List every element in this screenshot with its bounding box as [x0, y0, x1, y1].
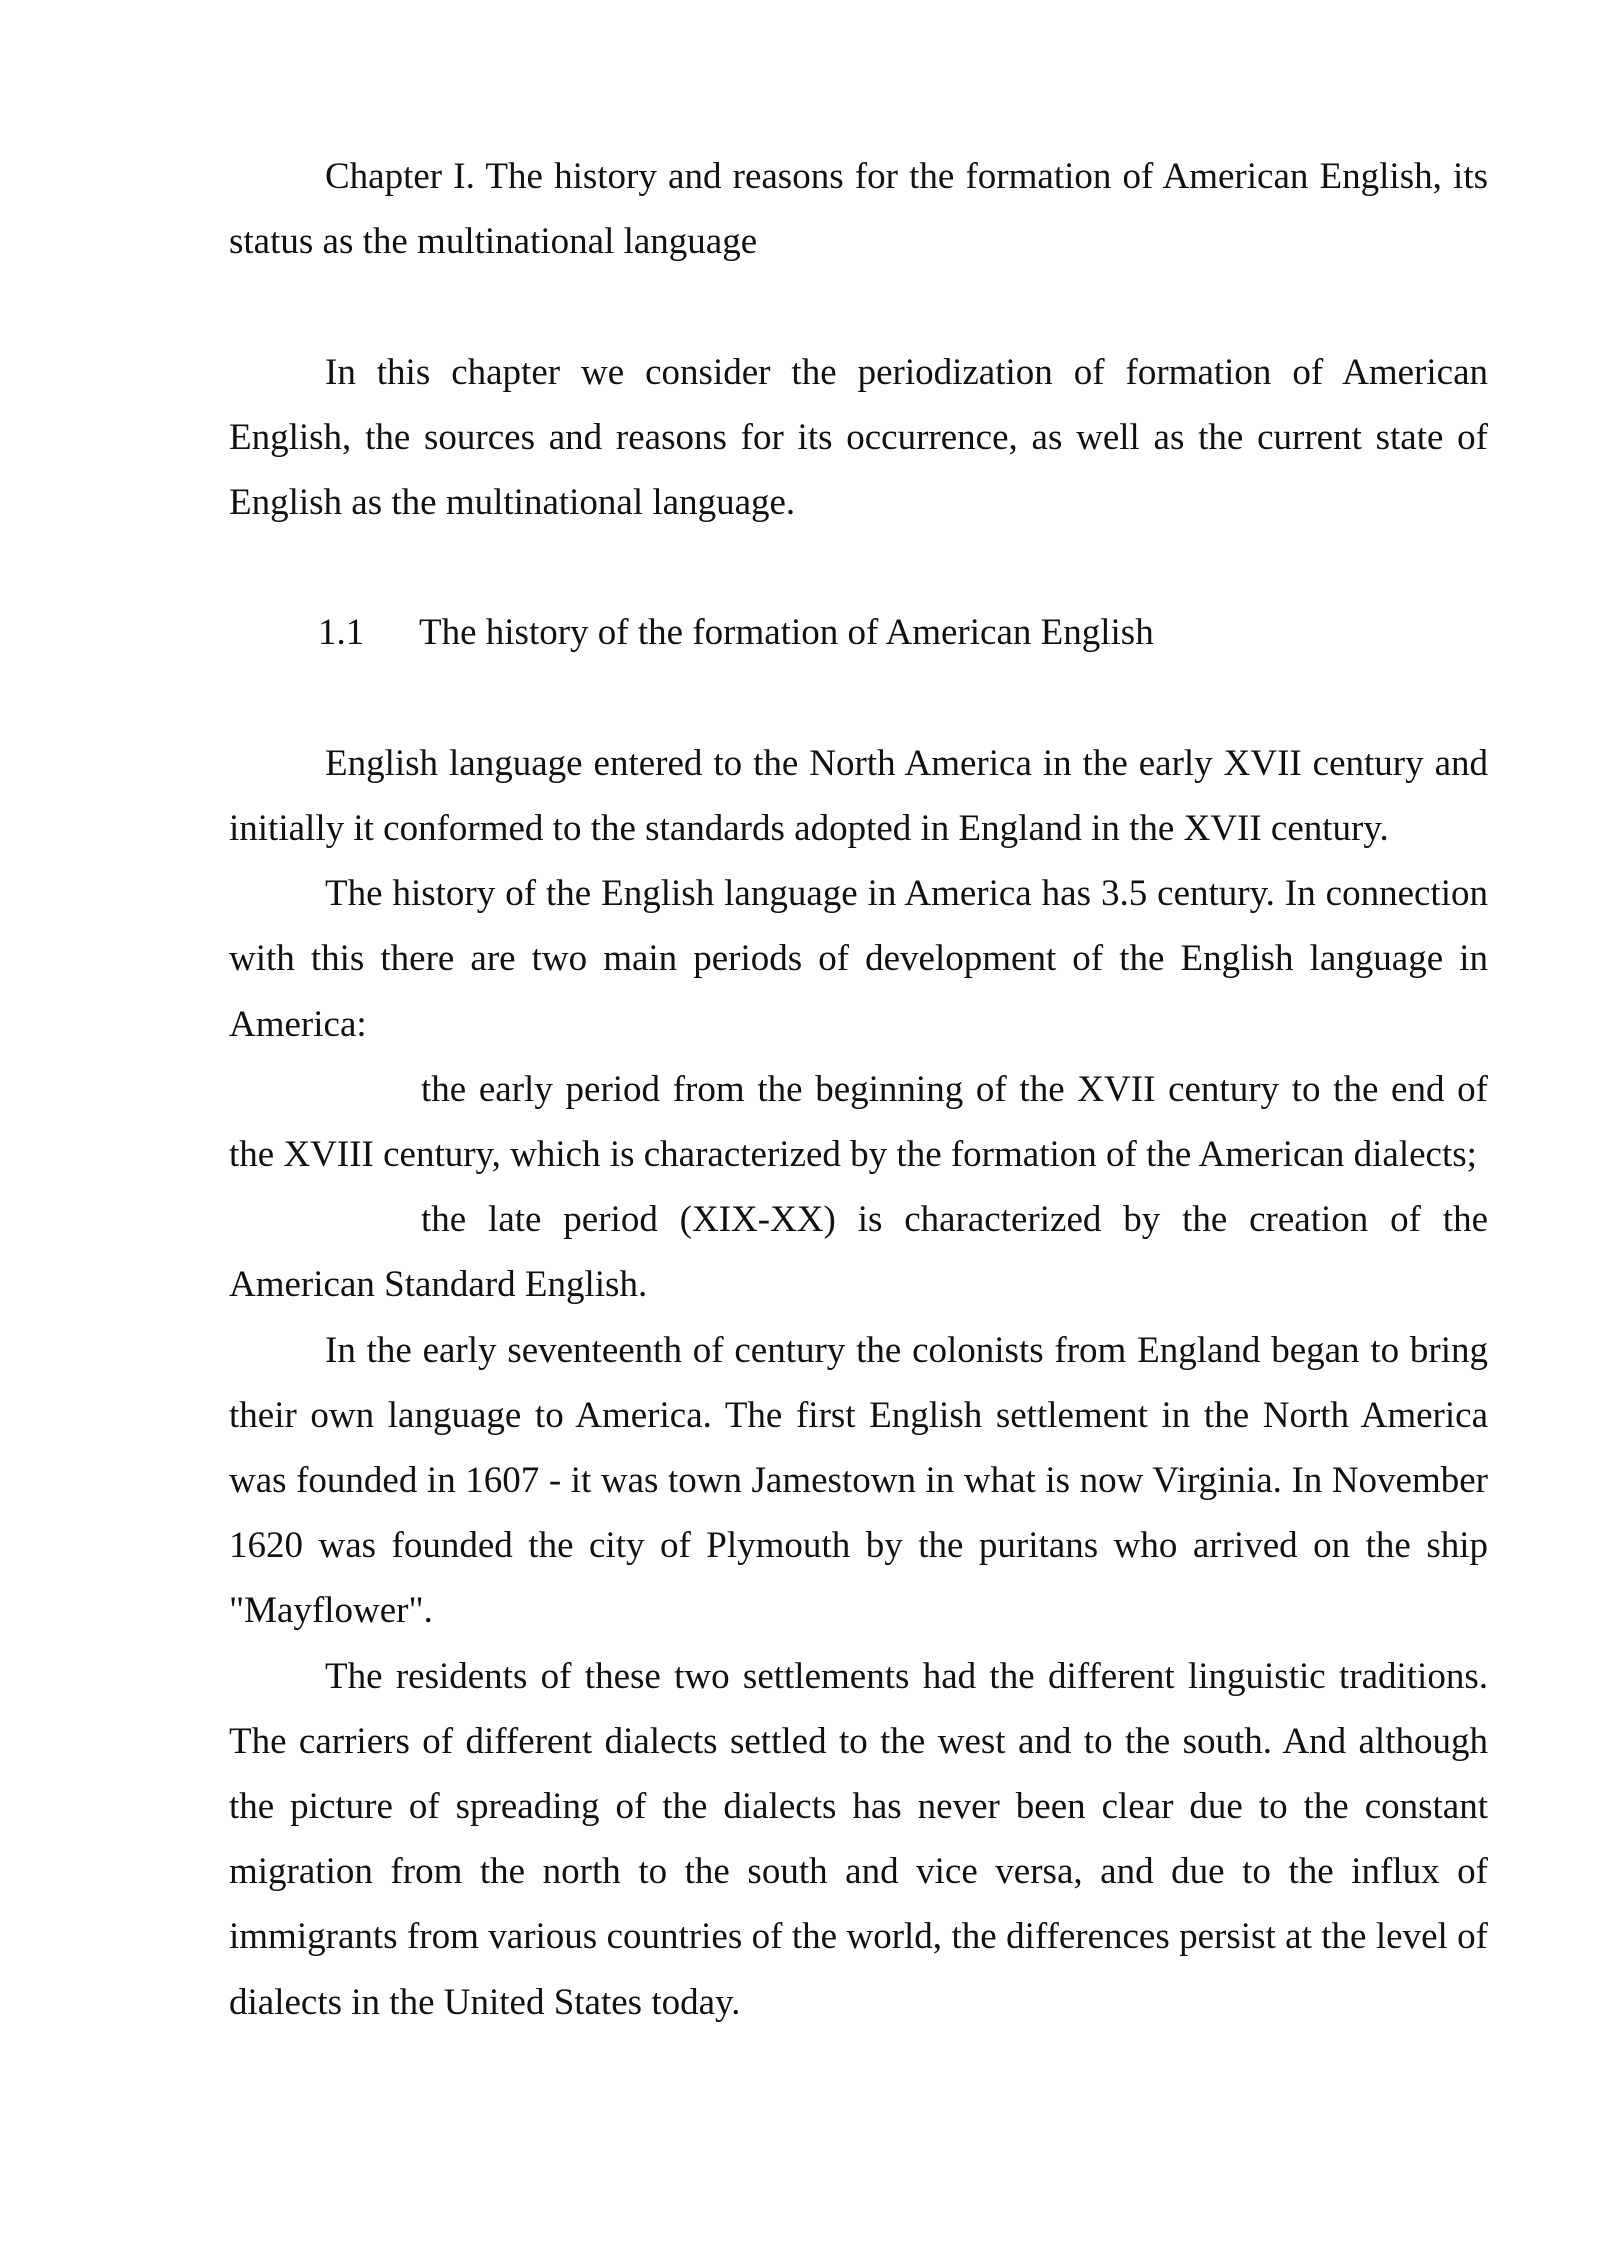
document-body: [229, 144, 1488, 2035]
spacer: [229, 535, 1488, 600]
chapter-title: Chapter I. The history and reasons for the formation of American English, its status as the multinational language: [229, 156, 1488, 263]
list-item-late-period: the late period (XIX-XX) is characterized by the creation of the American Standard English.: [229, 1199, 1488, 1306]
intro-paragraph: In this chapter we consider the periodization of formation of American English, the sources and reasons for its occurrence, as well as the current state of English as the multinational language.: [229, 351, 1488, 523]
spacer: [229, 274, 1488, 339]
paragraph-4: The residents of these two settlements had the different linguistic traditions. The carriers of different dialects settled to the west and to the south. And although the picture of spreading of the dialects has never been clear due to the constant migration from the north to the south and vice versa, and due to the influx of immigrants from various countries of the world, the differences persist at the level of dialects in the United States today.: [229, 1655, 1488, 2023]
paragraph-1: English language entered to the North America in the early XVII century and initially it conformed to the standards adopted in England in the XVII century.: [229, 742, 1488, 849]
paragraph-2: The history of the English language in America has 3.5 century. In connection with this there are two main periods of development of the English language in America:: [229, 873, 1488, 1045]
section-number: 1.1: [318, 612, 365, 654]
spacer: [229, 666, 1488, 731]
section-heading: [229, 600, 1488, 665]
paragraph-3: In the early seventeenth of century the colonists from England began to bring their own language to America. The first English settlement in the North America was founded in 1607 - it was town Jamestown in what is now Virginia. In November 1620 was founded the city of Plymouth by the puritans who arrived on the ship "Mayflower".: [229, 1329, 1488, 1632]
list-item-early-period: the early period from the beginning of the XVII century to the end of the XVIII century, which is characterized by the formation of the American dialects;: [229, 1068, 1488, 1175]
section-title: The history of the formation of American English: [419, 612, 1154, 654]
